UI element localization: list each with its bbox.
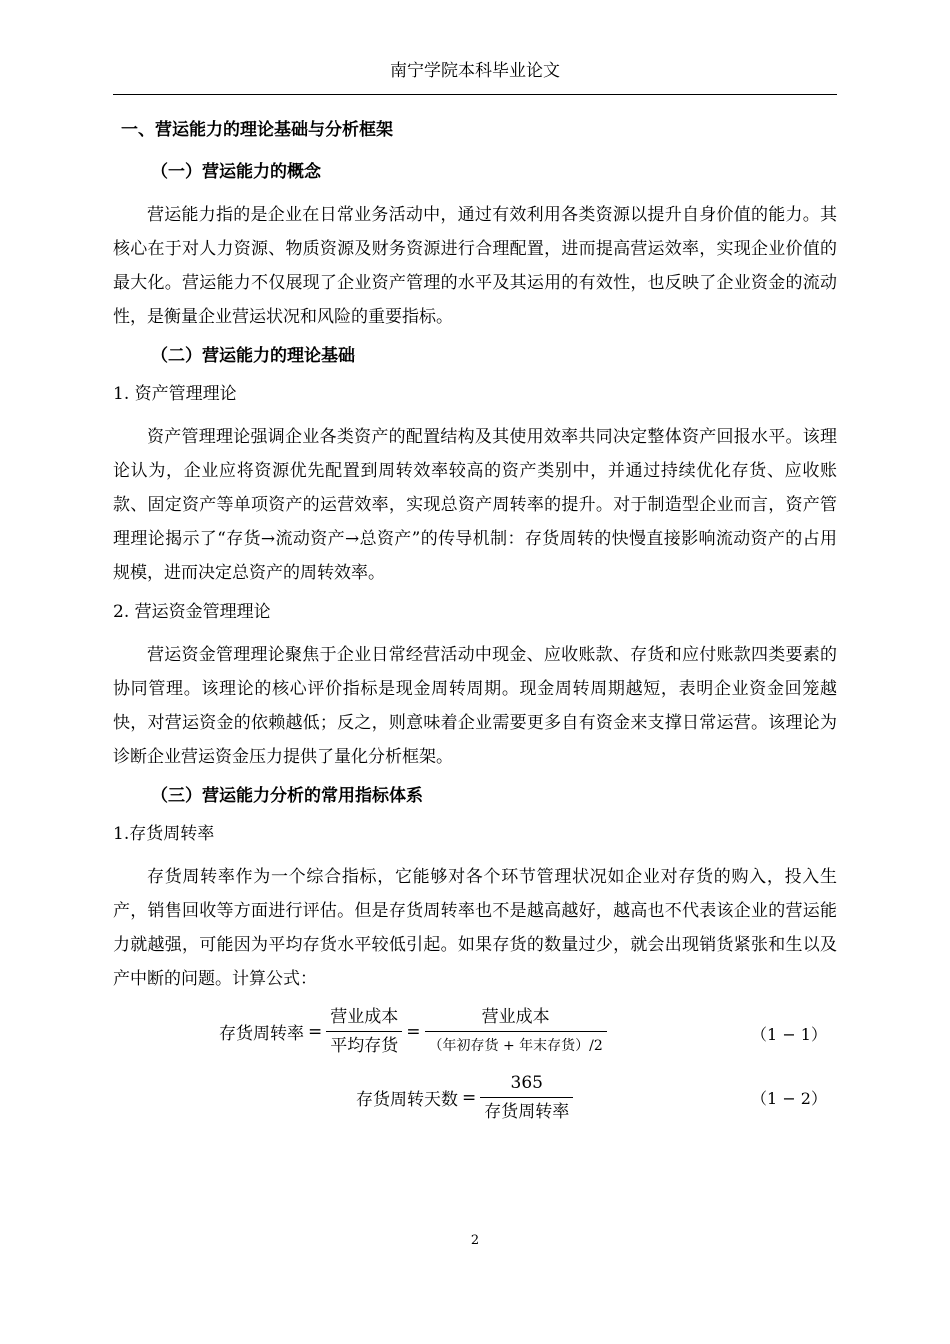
header-rule <box>113 94 837 95</box>
formula2-number: （1 − 2） <box>751 1089 827 1108</box>
formula1-fraction-1 <box>326 1006 402 1057</box>
paragraph-inventory-turnover: 存货周转率作为一个综合指标，它能够对各个环节管理状况如企业对存货的购入，投入生产，销售回收等方面进行评估。但是存货周转率也不是越高越好，越高也不代表该企业的营运能力就越强，可能因为平均存货水平较低引起。如果存货的数量过少，就会出现销货紧张和生以及产中断的问题。计算公式： <box>113 867 837 989</box>
page-header: 南宁学院本科毕业论文 <box>390 61 560 81</box>
formula1-fraction-2 <box>425 1006 607 1057</box>
formula2-equals: = <box>462 1087 477 1108</box>
subsection-heading-concept: （一）营运能力的概念 <box>151 162 321 182</box>
formula2-lhs: 存货周转天数 <box>356 1090 458 1110</box>
formula1-denominator-1: 平均存货 <box>330 1036 399 1056</box>
formula1-numerator-1: 营业成本 <box>330 1007 399 1027</box>
formula-inventory-days <box>113 1072 837 1128</box>
page-body <box>113 112 837 1128</box>
formula1-denominator-2: （年初存货 + 年末存货）/2 <box>428 1038 603 1054</box>
paragraph-working-capital: 营运资金管理理论聚焦于企业日常经营活动中现金、应收账款、存货和应付账款四类要素的协同管理。该理论的核心评价指标是现金周转周期。现金周转周期越短，表明企业资金回笼越快，对营运资金的依赖越低；反之，则意味着企业需要更多自有资金来支撑日常运营。该理论为诊断企业营运资金压力提供了量化分析框架。 <box>113 645 837 767</box>
formula-inventory-turnover <box>113 1006 837 1062</box>
item-heading-inventory-turnover: 1.存货周转率 <box>113 824 215 844</box>
formula2-numerator: 365 <box>510 1073 543 1093</box>
paragraph-concept: 营运能力指的是企业在日常业务活动中，通过有效利用各类资源以提升自身价值的能力。其核心在于对人力资源、物质资源及财务资源进行合理配置，进而提高营运效率，实现企业价值的最大化。营运能力不仅展现了企业资产管理的水平及其运用的有效性，也反映了企业资金的流动性，是衡量企业营运状况和风险的重要指标。 <box>113 205 837 327</box>
formula2-fraction <box>480 1072 573 1123</box>
formula2-denominator: 存货周转率 <box>484 1102 570 1122</box>
formula1-number: （1 − 1） <box>751 1025 827 1044</box>
section-heading: 一、营运能力的理论基础与分析框架 <box>121 120 393 140</box>
page-number: 2 <box>470 1233 480 1248</box>
item-heading-asset-management: 1. 资产管理理论 <box>113 384 237 404</box>
item-heading-working-capital: 2. 营运资金管理理论 <box>113 602 271 622</box>
formula1-equals-2: = <box>406 1021 421 1042</box>
subsection-heading-indicators: （三）营运能力分析的常用指标体系 <box>151 786 423 806</box>
formula1-equals-1: = <box>308 1021 323 1042</box>
formula1-lhs: 存货周转率 <box>219 1024 304 1044</box>
formula1-numerator-2: 营业成本 <box>481 1007 550 1027</box>
subsection-heading-theory: （二）营运能力的理论基础 <box>151 346 355 366</box>
paragraph-asset-management: 资产管理理论强调企业各类资产的配置结构及其使用效率共同决定整体资产回报水平。该理论认为，企业应将资源优先配置到周转效率较高的资产类别中，并通过持续优化存货、应收账款、固定资产等单项资产的运营效率，实现总资产周转率的提升。对于制造型企业而言，资产管理理论揭示了“存货→流动资产→总资产”的传导机制：存货周转的快慢直接影响流动资产的占用规模，进而决定总资产的周转效率。 <box>113 427 837 583</box>
